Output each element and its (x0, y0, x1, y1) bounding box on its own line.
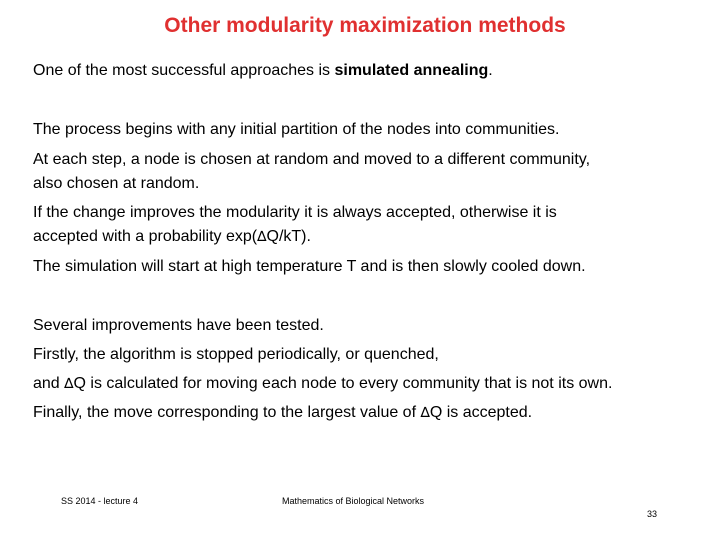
text-segment: . (488, 62, 493, 79)
delta-icon: ∆ (64, 376, 74, 392)
text-line (33, 225, 557, 249)
delta-icon: ∆ (257, 229, 267, 245)
paragraph-delta-q (33, 372, 612, 396)
text-line: If the change improves the modularity it is always accepted, otherwise it is (33, 204, 557, 221)
text-segment: One of the most successful approaches is (33, 62, 335, 79)
text-segment: accepted with a probability exp( (33, 228, 258, 245)
bold-term: simulated annealing (334, 62, 489, 79)
paragraph-each-step (33, 148, 590, 196)
text-line: At each step, a node is chosen at random and moved to a different community, (33, 151, 591, 168)
paragraph-quenched: Firstly, the algorithm is stopped periodically, or quenched, (33, 346, 439, 363)
text-line: also chosen at random. (33, 175, 200, 192)
slide-title: Other modularity maximization methods (164, 14, 566, 37)
delta-icon: ∆ (420, 405, 430, 421)
paragraph-acceptance (33, 201, 557, 249)
text-segment: and (33, 375, 65, 392)
footer-title: Mathematics of Biological Networks (282, 496, 425, 506)
text-segment: Q is calculated for moving each node to every community that is not its own. (73, 375, 613, 392)
footer-course: SS 2014 - lecture 4 (61, 496, 139, 506)
text-segment: Q/kT). (266, 228, 311, 245)
text-segment: Q is accepted. (429, 404, 533, 421)
paragraph-temperature: The simulation will start at high temperature T and is then slowly cooled down. (33, 258, 586, 275)
paragraph-improvements: Several improvements have been tested. (33, 317, 324, 334)
paragraph-simulated-annealing (33, 59, 493, 83)
page-number: 33 (647, 509, 658, 519)
paragraph-initial-partition: The process begins with any initial partition of the nodes into communities. (33, 121, 560, 138)
text-segment: Finally, the move corresponding to the largest value of (33, 404, 421, 421)
paragraph-finally (33, 401, 532, 425)
